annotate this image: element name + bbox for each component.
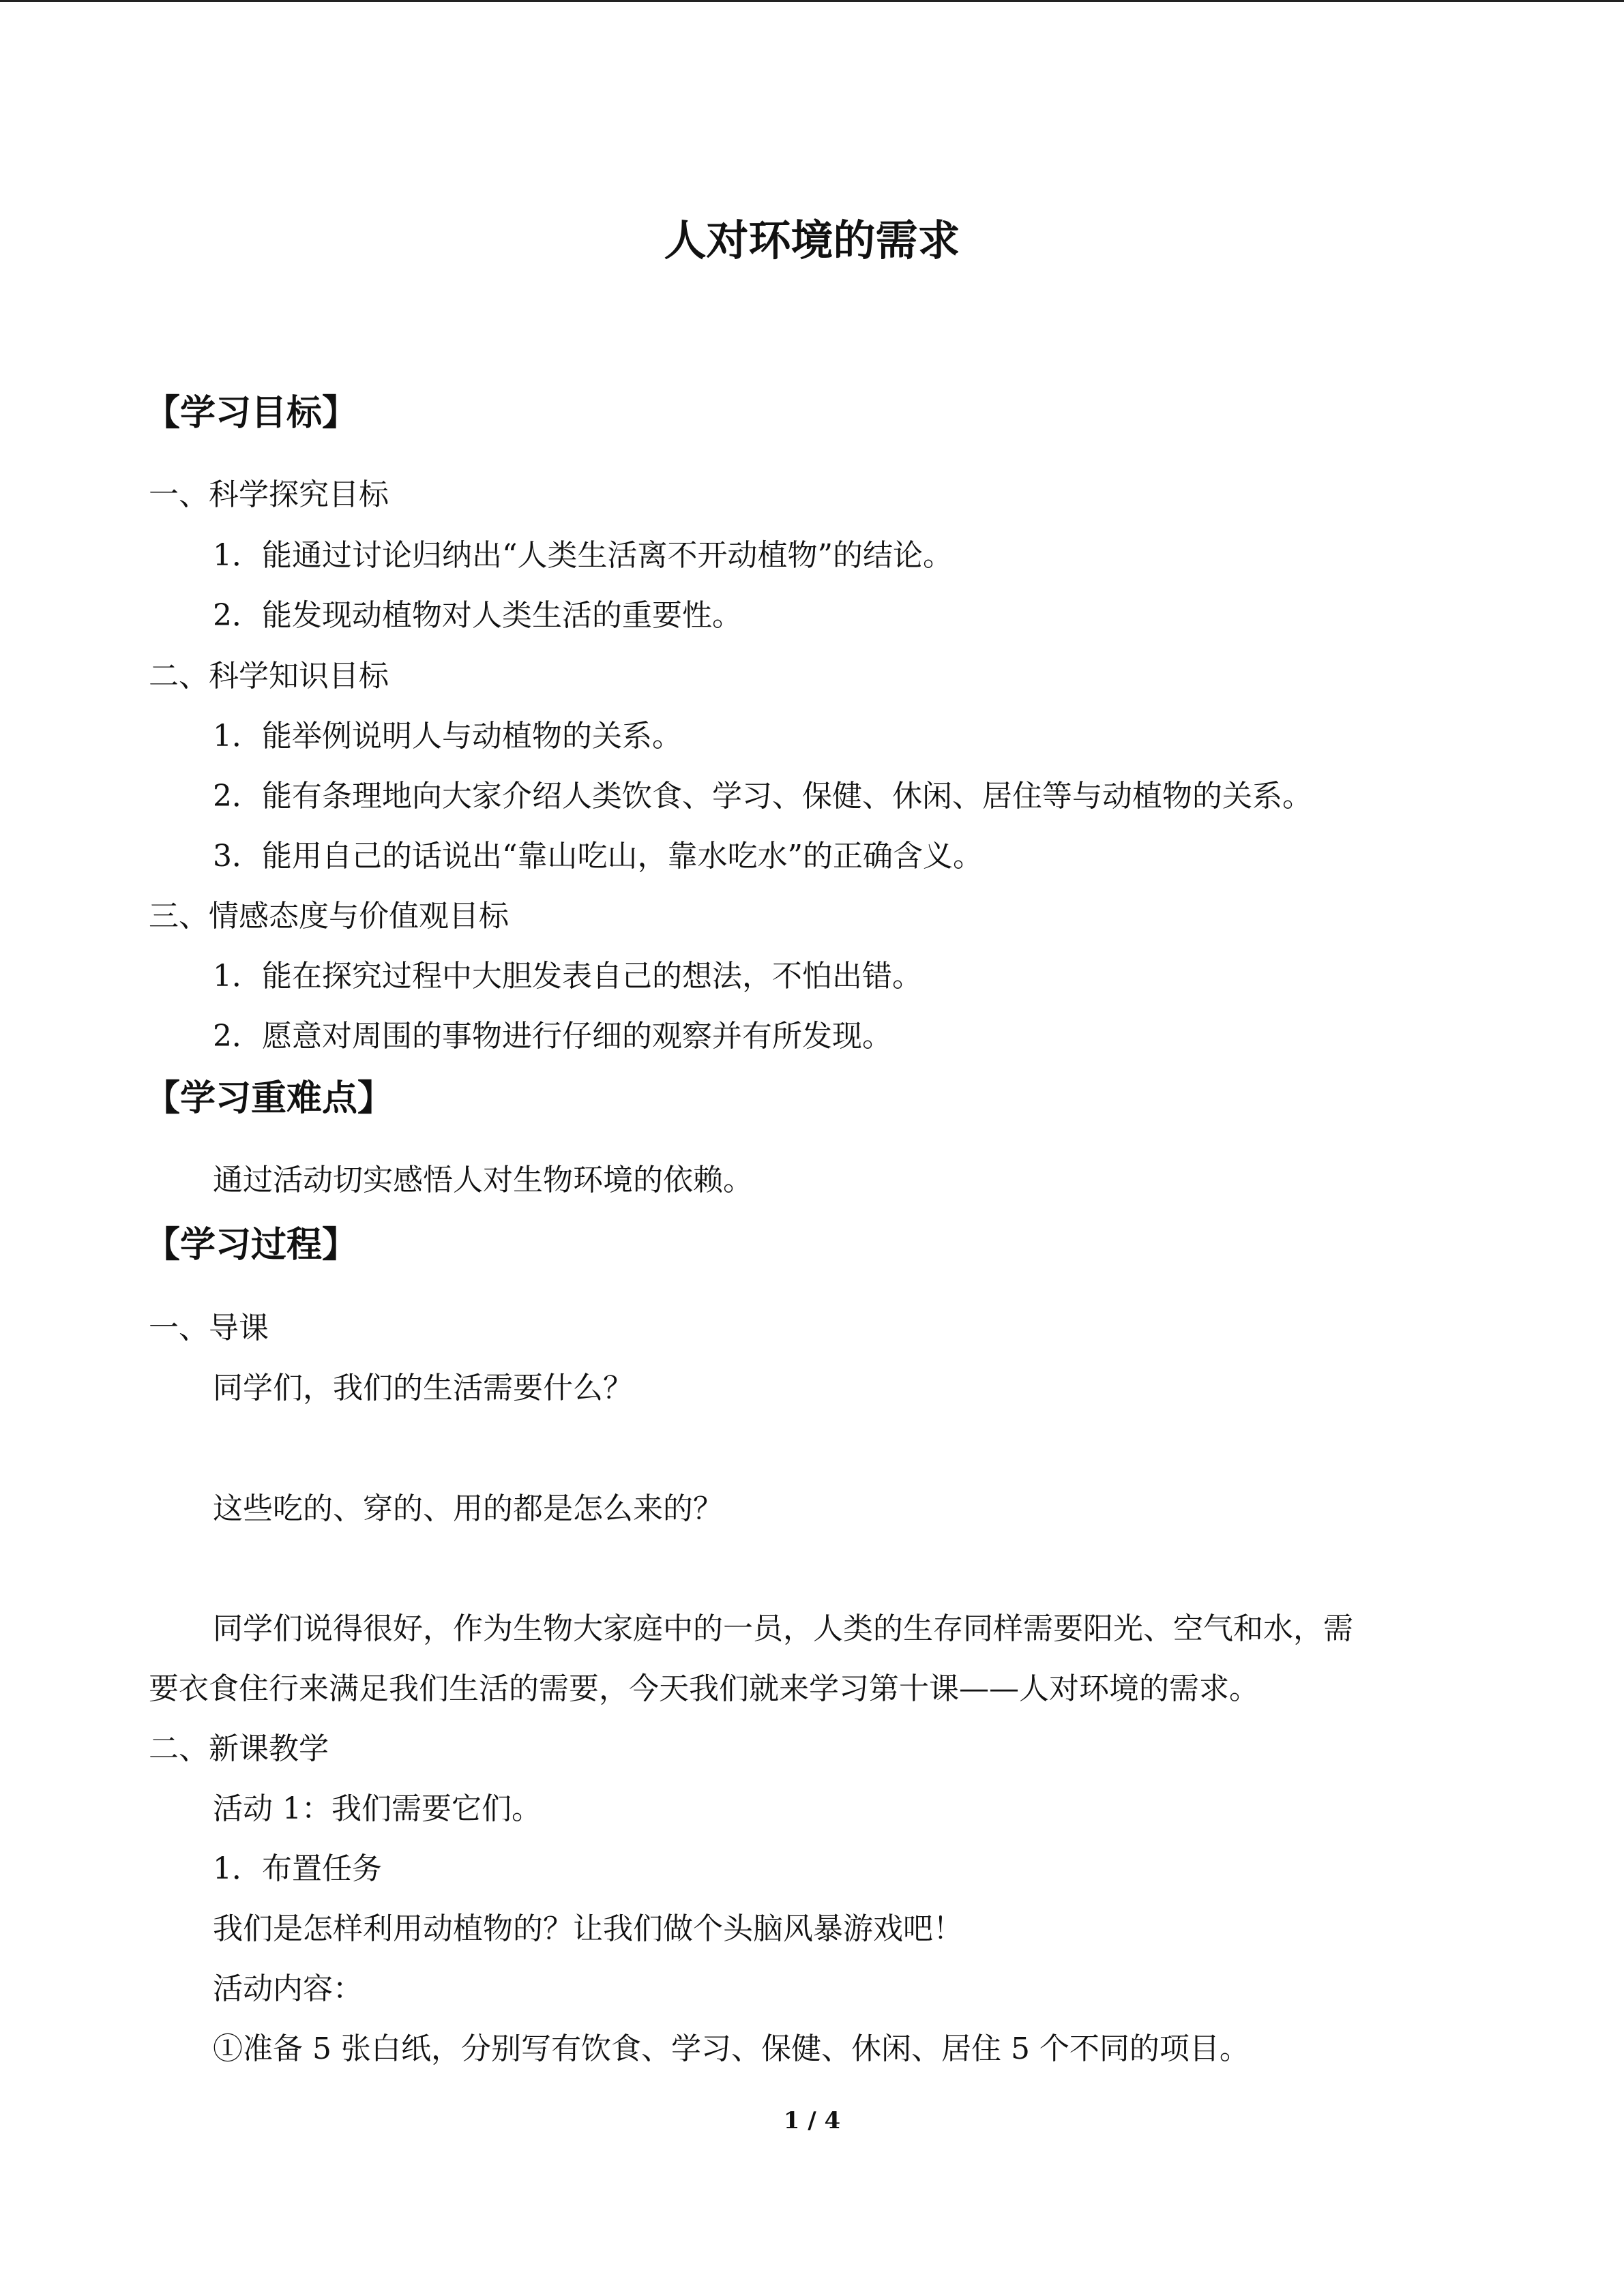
- objective-heading-2: 二、科学知识目标: [149, 659, 389, 694]
- page-top-border: [0, 0, 1624, 2]
- objective-item: 2．能发现动植物对人类生活的重要性。: [213, 598, 742, 633]
- intro-paragraph-line-2: 要衣食住行来满足我们生活的需要，今天我们就来学习第十课——人对环境的需求。: [149, 1671, 1259, 1706]
- objective-heading-3: 三、情感态度与价值观目标: [149, 899, 509, 934]
- objective-item: 1．能举例说明人与动植物的关系。: [213, 719, 682, 754]
- intro-question-2: 这些吃的、穿的、用的都是怎么来的？: [213, 1491, 723, 1526]
- page-number: 1 / 4: [783, 2107, 841, 2134]
- intro-paragraph-line-1: 同学们说得很好，作为生物大家庭中的一员，人类的生存同样需要阳光、空气和水，需: [213, 1611, 1353, 1646]
- process-heading-new-lesson: 二、新课教学: [149, 1731, 329, 1766]
- section-heading-objectives: 【学习目标】: [145, 393, 358, 434]
- section-heading-key-points: 【学习重难点】: [145, 1078, 394, 1119]
- objective-heading-1: 一、科学探究目标: [149, 477, 389, 512]
- objective-item: 2．愿意对周围的事物进行仔细的观察并有所发现。: [213, 1019, 892, 1054]
- objective-item: 1．能通过讨论归纳出“人类生活离不开动植物”的结论。: [213, 538, 953, 573]
- objective-item: 2．能有条理地向大家介绍人类饮食、学习、保健、休闲、居住等与动植物的关系。: [213, 779, 1312, 814]
- task-question: 我们是怎样利用动植物的？让我们做个头脑风暴游戏吧！: [213, 1911, 963, 1946]
- activity-step-1: ①准备 5 张白纸，分别写有饮食、学习、保健、休闲、居住 5 个不同的项目。: [213, 2031, 1250, 2066]
- task-heading: 1．布置任务: [213, 1851, 382, 1886]
- activity-content-label: 活动内容：: [213, 1971, 363, 2006]
- process-heading-intro: 一、导课: [149, 1311, 269, 1345]
- objective-item: 3．能用自己的话说出“靠山吃山，靠水吃水”的正确含义。: [213, 839, 983, 874]
- document-title: 人对环境的需求: [664, 215, 960, 265]
- section-heading-process: 【学习过程】: [145, 1225, 358, 1266]
- objective-item: 1．能在探究过程中大胆发表自己的想法，不怕出错。: [213, 959, 922, 994]
- key-points-text: 通过活动切实感悟人对生物环境的依赖。: [213, 1163, 753, 1197]
- activity-title: 活动 1：我们需要它们。: [213, 1791, 542, 1826]
- intro-question-1: 同学们，我们的生活需要什么？: [213, 1371, 633, 1405]
